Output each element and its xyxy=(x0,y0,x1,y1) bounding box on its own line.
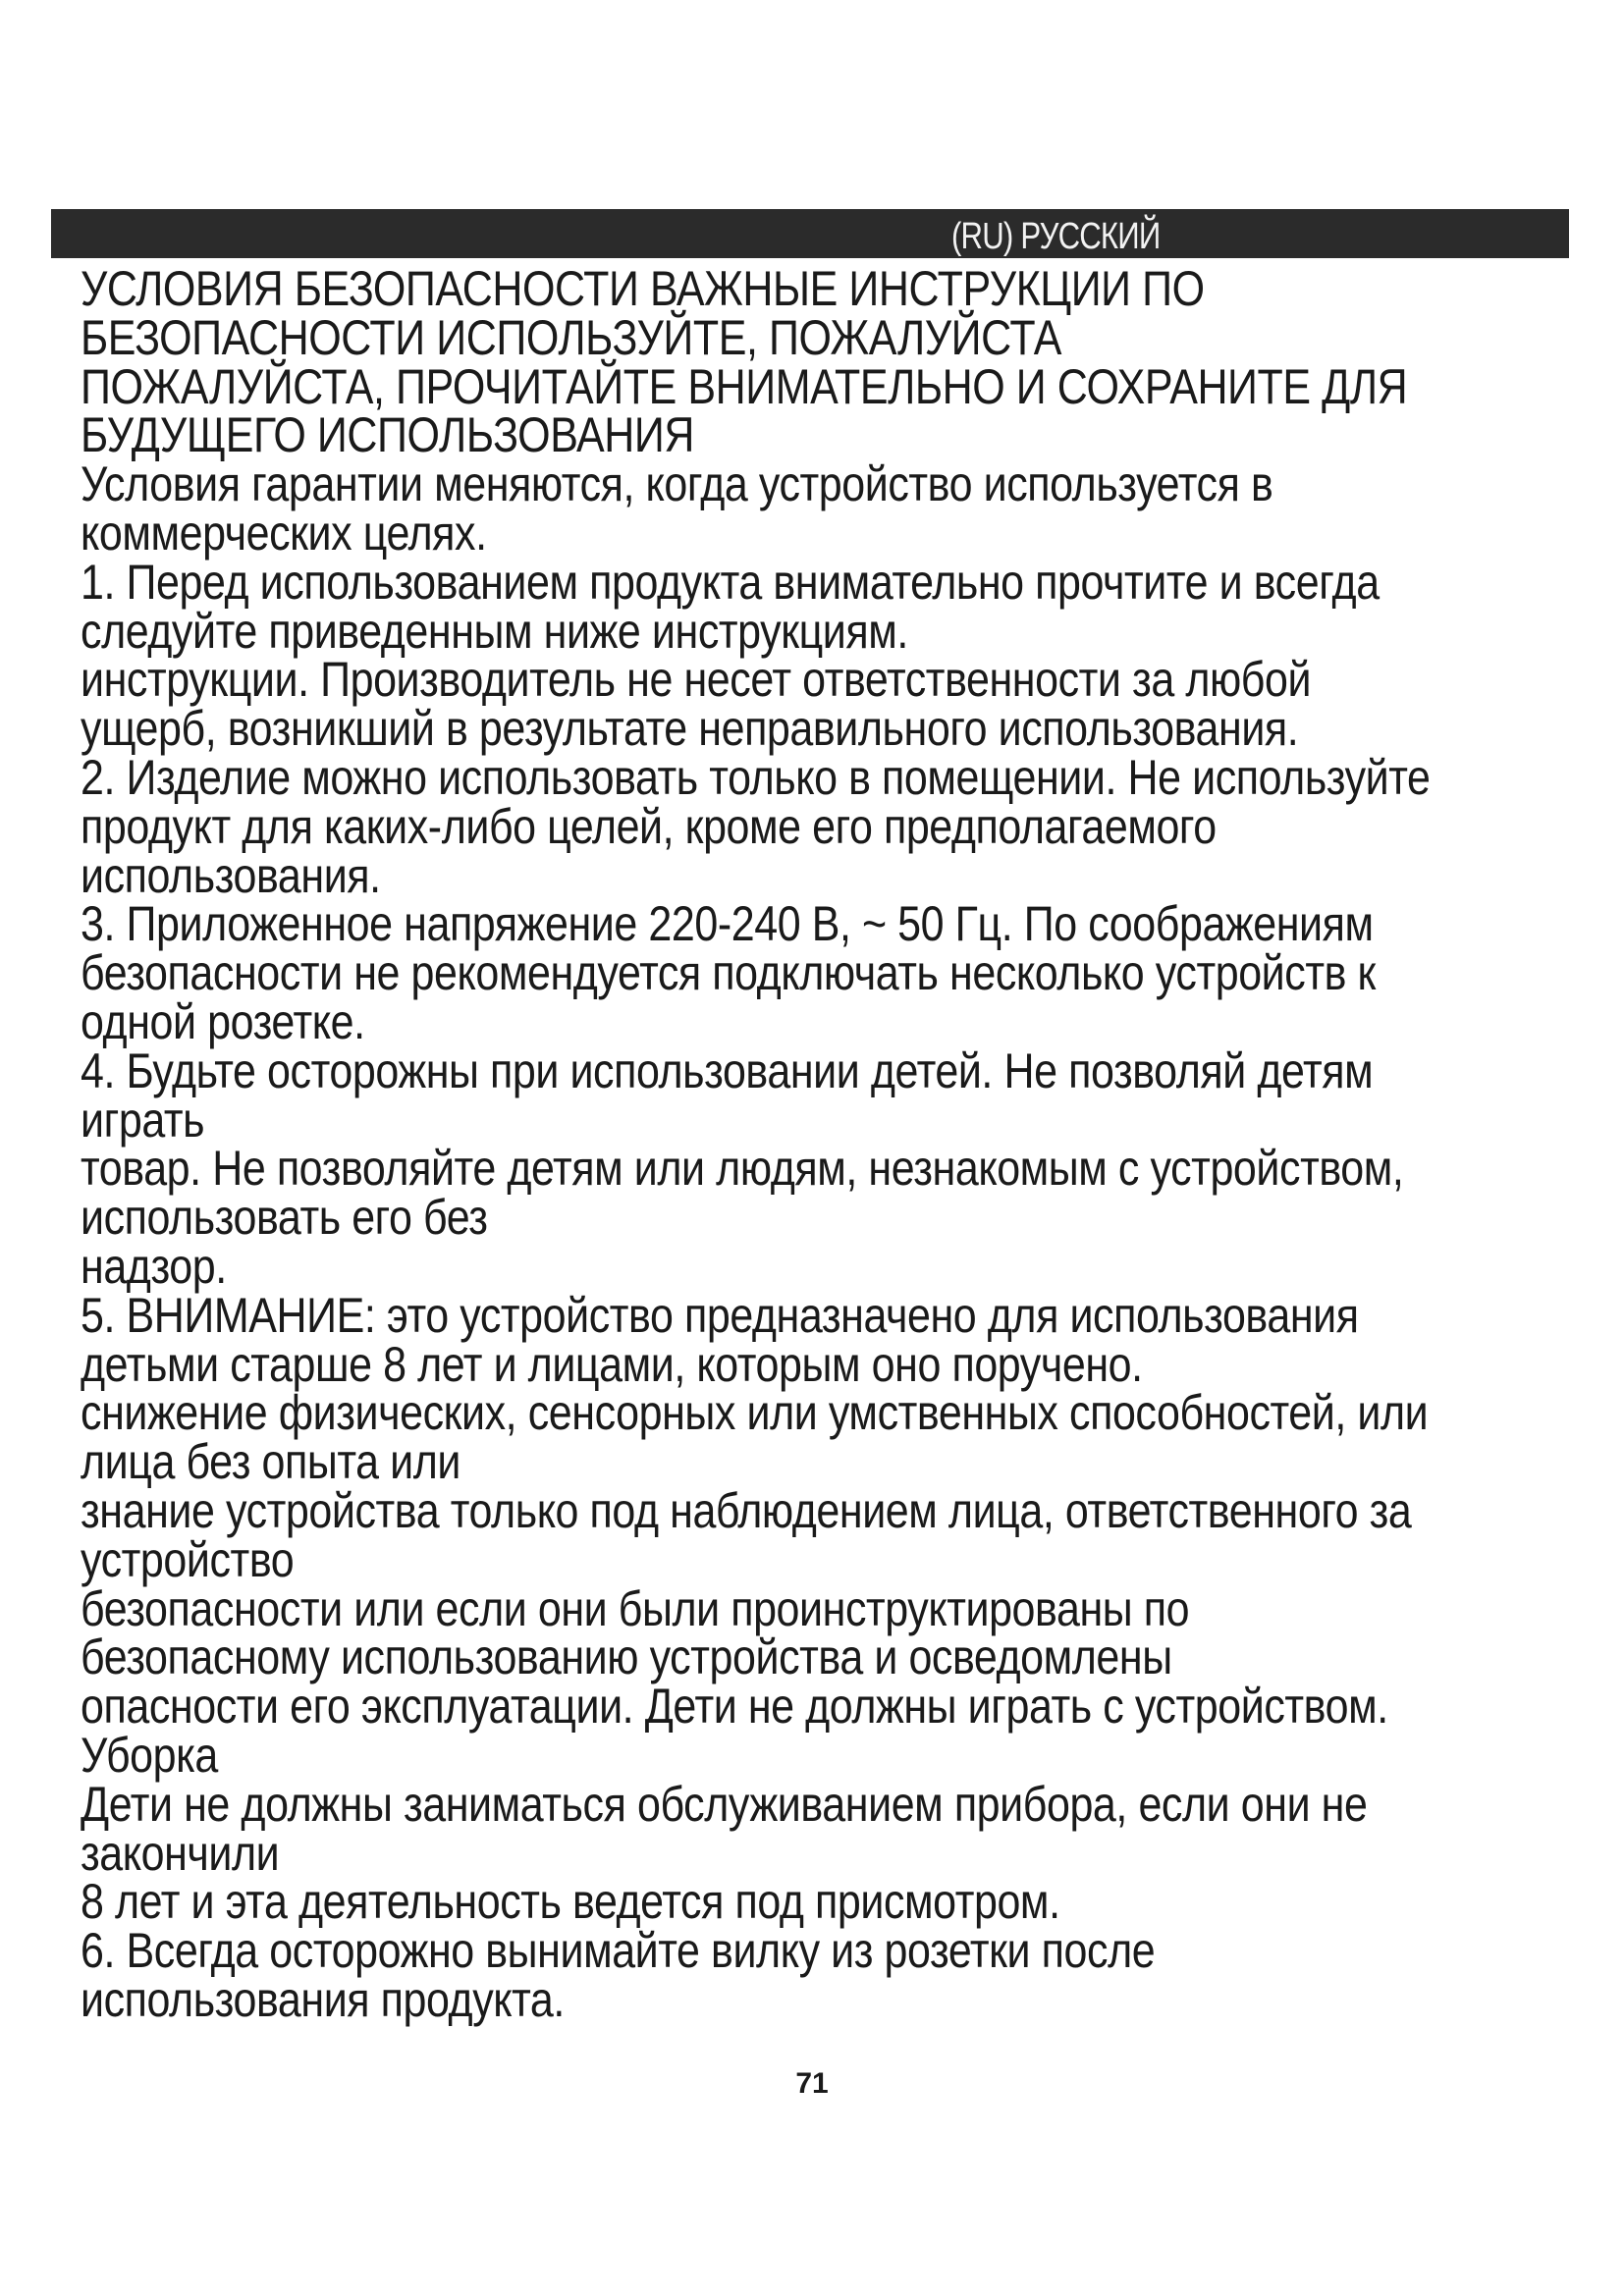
text-line: надзор. xyxy=(81,1238,227,1294)
text-line: одной розетке. xyxy=(81,993,365,1049)
text-line: БЕЗОПАСНОСТИ ИСПОЛЬЗУЙТЕ, ПОЖАЛУЙСТА xyxy=(81,309,1062,365)
text-line: закончили xyxy=(81,1825,280,1881)
text-line: безопасности или если они были проинструктированы по xyxy=(81,1580,1190,1636)
language-label: (RU) РУССКИЙ xyxy=(951,216,1161,257)
text-line: следуйте приведенным ниже инструкциям. xyxy=(81,603,908,659)
text-line: 2. Изделие можно использовать только в помещении. Не используйте xyxy=(81,749,1431,805)
safety-instructions-text xyxy=(81,261,1516,2027)
text-line: 3. Приложенное напряжение 220-240 В, ~ 50 Гц. По соображениям xyxy=(81,896,1374,952)
text-line: использовать его без xyxy=(81,1190,488,1246)
text-line: ущерб, возникший в результате неправильного использования. xyxy=(81,701,1299,757)
text-line: использования. xyxy=(81,847,381,903)
text-line: 4. Будьте осторожны при использовании детей. Не позволяй детям xyxy=(81,1042,1374,1098)
text-line: устройство xyxy=(81,1531,295,1587)
text-line: коммерческих целях. xyxy=(81,505,487,561)
text-line: 6. Всегда осторожно вынимайте вилку из розетки после xyxy=(81,1923,1156,1979)
text-line: БУДУЩЕГО ИСПОЛЬЗОВАНИЯ xyxy=(81,407,695,463)
text-line: 1. Перед использованием продукта внимательно прочтите и всегда xyxy=(81,554,1380,610)
text-line: опасности его эксплуатации. Дети не должны играть с устройством. xyxy=(81,1679,1388,1735)
text-line: УСЛОВИЯ БЕЗОПАСНОСТИ ВАЖНЫЕ ИНСТРУКЦИИ ПО xyxy=(81,261,1205,316)
text-line: Дети не должны заниматься обслуживанием прибора, если они не xyxy=(81,1776,1368,1832)
text-line: детьми старше 8 лет и лицами, которым оно поручено. xyxy=(81,1336,1143,1392)
text-line: Уборка xyxy=(81,1727,218,1783)
text-line: знание устройства только под наблюдением лица, ответственного за xyxy=(81,1482,1412,1538)
text-line: Условия гарантии меняются, когда устройство используется в xyxy=(81,456,1273,512)
text-line: безопасности не рекомендуется подключать несколько устройств к xyxy=(81,945,1376,1001)
text-line: ПОЖАЛУЙСТА, ПРОЧИТАЙТЕ ВНИМАТЕЛЬНО И СОХРАНИТЕ ДЛЯ xyxy=(81,358,1408,414)
text-line: 5. ВНИМАНИЕ: это устройство предназначено для использования xyxy=(81,1287,1359,1343)
text-line: продукт для каких-либо целей, кроме его предполагаемого xyxy=(81,798,1217,854)
text-line: 8 лет и эта деятельность ведется под присмотром. xyxy=(81,1874,1060,1930)
text-line: инструкции. Производитель не несет ответственности за любой xyxy=(81,652,1312,708)
text-line: лица без опыта или xyxy=(81,1434,460,1490)
text-line: безопасному использованию устройства и осведомлены xyxy=(81,1629,1172,1685)
language-header-bar xyxy=(51,209,1569,258)
page-number: 71 xyxy=(795,2067,829,2100)
text-line: использования продукта. xyxy=(81,1971,565,2027)
text-line: снижение физических, сенсорных или умственных способностей, или xyxy=(81,1385,1429,1441)
text-line: играть xyxy=(81,1092,205,1148)
text-line: товар. Не позволяйте детям или людям, незнакомым с устройством, xyxy=(81,1141,1404,1197)
